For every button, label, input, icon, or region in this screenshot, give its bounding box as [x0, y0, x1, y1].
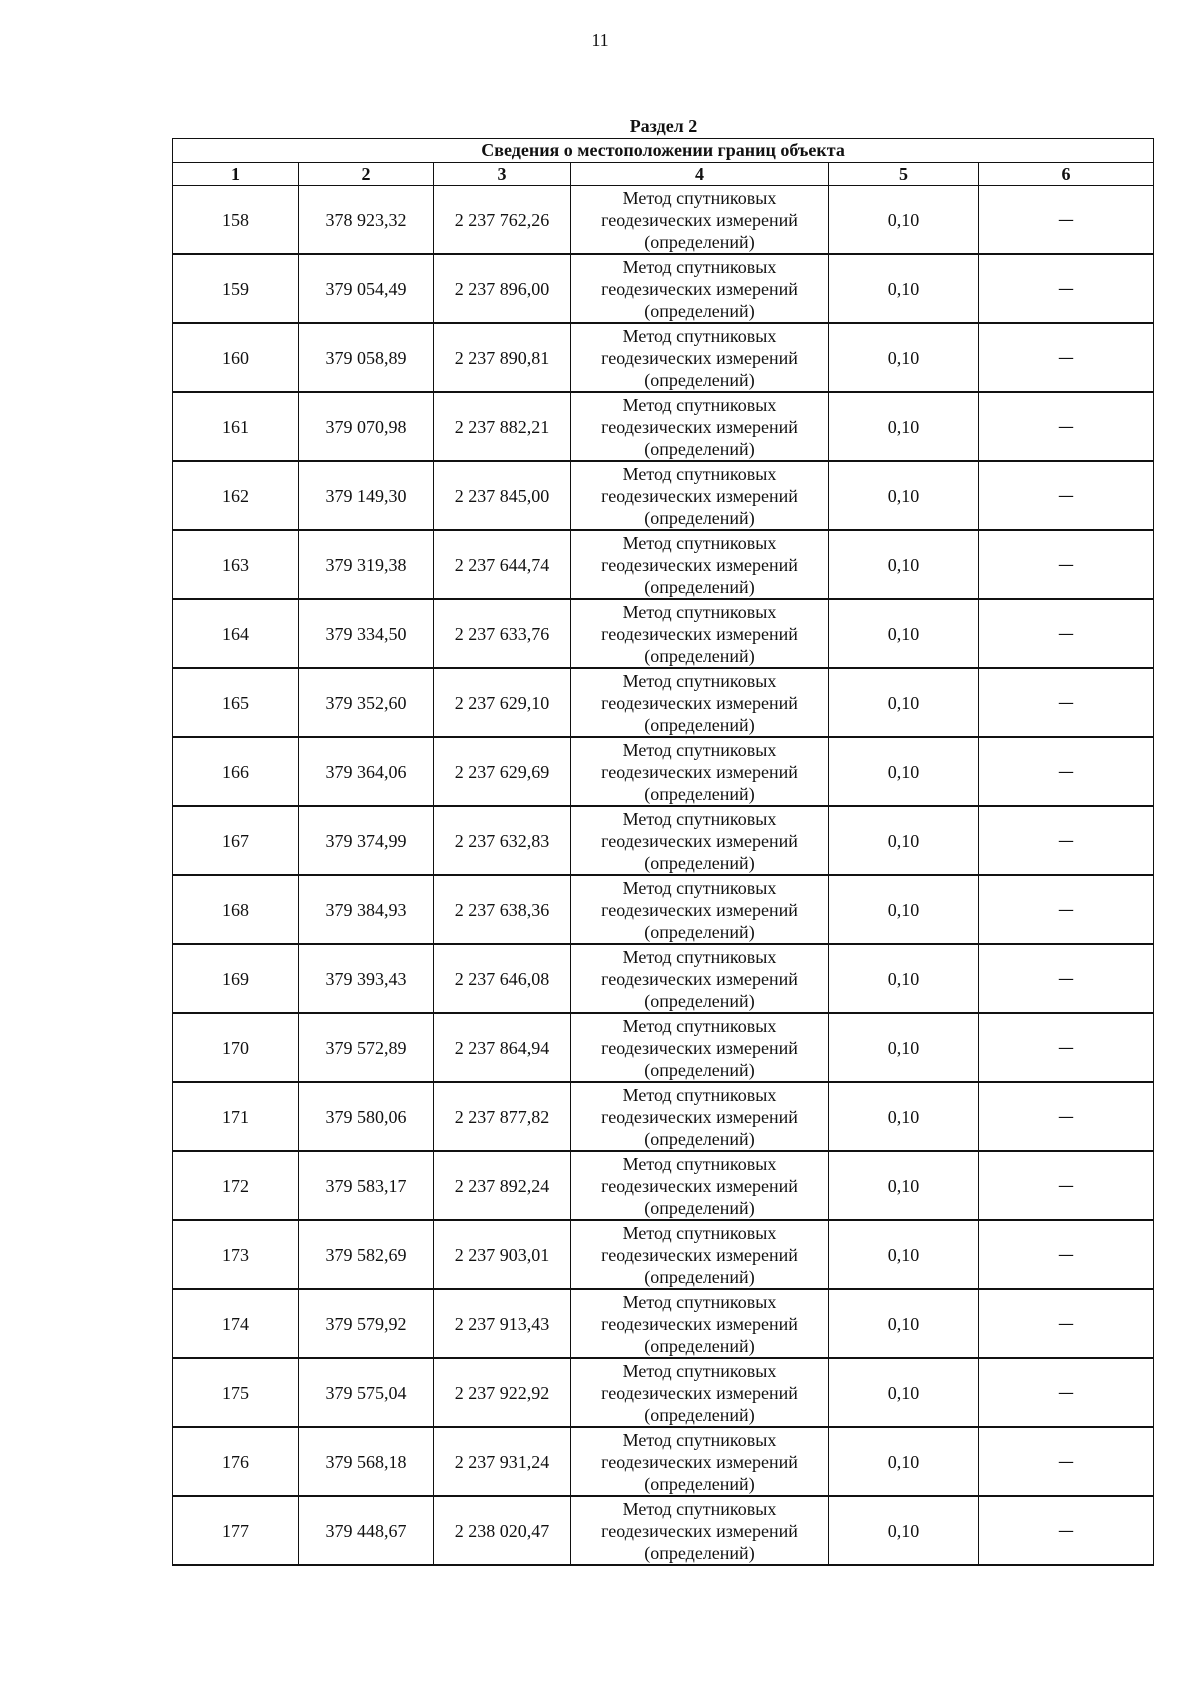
column-header: 2: [299, 163, 434, 186]
accuracy-cell: 0,10: [829, 737, 979, 806]
y-coordinate-cell: 2 237 892,24: [434, 1151, 571, 1220]
method-cell: Метод спутниковых геодезических измерений (определений): [571, 1151, 829, 1220]
method-cell: Метод спутниковых геодезических измерений (определений): [571, 1358, 829, 1427]
y-coordinate-cell: 2 237 762,26: [434, 186, 571, 255]
point-number-cell: 173: [173, 1220, 299, 1289]
y-coordinate-cell: 2 237 890,81: [434, 323, 571, 392]
table-row: [173, 1496, 1154, 1565]
point-number-cell: 160: [173, 323, 299, 392]
method-cell: Метод спутниковых геодезических измерений (определений): [571, 599, 829, 668]
table-row: [173, 737, 1154, 806]
note-cell: —: [979, 875, 1154, 944]
note-cell: —: [979, 737, 1154, 806]
method-cell: Метод спутниковых геодезических измерений (определений): [571, 737, 829, 806]
column-header: 4: [571, 163, 829, 186]
table-row: [173, 530, 1154, 599]
point-number-cell: 169: [173, 944, 299, 1013]
y-coordinate-cell: 2 237 646,08: [434, 944, 571, 1013]
method-cell: Метод спутниковых геодезических измерений (определений): [571, 323, 829, 392]
note-cell: —: [979, 806, 1154, 875]
table-row: [173, 1358, 1154, 1427]
method-cell: Метод спутниковых геодезических измерений (определений): [571, 1013, 829, 1082]
point-number-cell: 176: [173, 1427, 299, 1496]
table-row: [173, 392, 1154, 461]
x-coordinate-cell: 379 572,89: [299, 1013, 434, 1082]
x-coordinate-cell: 378 923,32: [299, 186, 434, 255]
point-number-cell: 165: [173, 668, 299, 737]
point-number-cell: 177: [173, 1496, 299, 1565]
method-cell: Метод спутниковых геодезических измерений (определений): [571, 1496, 829, 1565]
method-cell: Метод спутниковых геодезических измерений (определений): [571, 186, 829, 255]
accuracy-cell: 0,10: [829, 668, 979, 737]
x-coordinate-cell: 379 319,38: [299, 530, 434, 599]
point-number-cell: 163: [173, 530, 299, 599]
note-cell: —: [979, 1151, 1154, 1220]
accuracy-cell: 0,10: [829, 1289, 979, 1358]
table-row: [173, 875, 1154, 944]
accuracy-cell: 0,10: [829, 599, 979, 668]
y-coordinate-cell: 2 237 864,94: [434, 1013, 571, 1082]
accuracy-cell: 0,10: [829, 323, 979, 392]
x-coordinate-cell: 379 579,92: [299, 1289, 434, 1358]
x-coordinate-cell: 379 334,50: [299, 599, 434, 668]
note-cell: —: [979, 461, 1154, 530]
method-cell: Метод спутниковых геодезических измерений (определений): [571, 806, 829, 875]
accuracy-cell: 0,10: [829, 1358, 979, 1427]
x-coordinate-cell: 379 384,93: [299, 875, 434, 944]
accuracy-cell: 0,10: [829, 254, 979, 323]
y-coordinate-cell: 2 237 633,76: [434, 599, 571, 668]
x-coordinate-cell: 379 448,67: [299, 1496, 434, 1565]
note-cell: —: [979, 1427, 1154, 1496]
accuracy-cell: 0,10: [829, 806, 979, 875]
method-cell: Метод спутниковых геодезических измерений (определений): [571, 875, 829, 944]
x-coordinate-cell: 379 580,06: [299, 1082, 434, 1151]
point-number-cell: 161: [173, 392, 299, 461]
method-cell: Метод спутниковых геодезических измерений (определений): [571, 1220, 829, 1289]
point-number-cell: 171: [173, 1082, 299, 1151]
accuracy-cell: 0,10: [829, 1496, 979, 1565]
accuracy-cell: 0,10: [829, 1082, 979, 1151]
note-cell: —: [979, 599, 1154, 668]
accuracy-cell: 0,10: [829, 1427, 979, 1496]
note-cell: —: [979, 668, 1154, 737]
section-title: Раздел 2: [629, 116, 698, 136]
point-number-cell: 175: [173, 1358, 299, 1427]
method-cell: Метод спутниковых геодезических измерений (определений): [571, 1082, 829, 1151]
column-header: 3: [434, 163, 571, 186]
method-cell: Метод спутниковых геодезических измерений (определений): [571, 530, 829, 599]
method-cell: Метод спутниковых геодезических измерений (определений): [571, 944, 829, 1013]
method-cell: Метод спутниковых геодезических измерений (определений): [571, 392, 829, 461]
point-number-cell: 170: [173, 1013, 299, 1082]
method-cell: Метод спутниковых геодезических измерений (определений): [571, 254, 829, 323]
accuracy-cell: 0,10: [829, 530, 979, 599]
table-row: [173, 1013, 1154, 1082]
point-number-cell: 166: [173, 737, 299, 806]
note-cell: —: [979, 1013, 1154, 1082]
x-coordinate-cell: 379 149,30: [299, 461, 434, 530]
accuracy-cell: 0,10: [829, 186, 979, 255]
point-number-cell: 158: [173, 186, 299, 255]
x-coordinate-cell: 379 058,89: [299, 323, 434, 392]
note-cell: —: [979, 392, 1154, 461]
x-coordinate-cell: 379 582,69: [299, 1220, 434, 1289]
table-row: [173, 186, 1154, 255]
page-number: 11: [591, 30, 609, 50]
point-number-cell: 164: [173, 599, 299, 668]
point-number-cell: 172: [173, 1151, 299, 1220]
point-number-cell: 174: [173, 1289, 299, 1358]
y-coordinate-cell: 2 237 629,10: [434, 668, 571, 737]
x-coordinate-cell: 379 070,98: [299, 392, 434, 461]
x-coordinate-cell: 379 352,60: [299, 668, 434, 737]
point-number-cell: 168: [173, 875, 299, 944]
table-body: [173, 186, 1154, 1566]
x-coordinate-cell: 379 568,18: [299, 1427, 434, 1496]
note-cell: —: [979, 1358, 1154, 1427]
coordinates-table: [172, 138, 1154, 1566]
y-coordinate-cell: 2 237 629,69: [434, 737, 571, 806]
y-coordinate-cell: 2 237 882,21: [434, 392, 571, 461]
y-coordinate-cell: 2 237 913,43: [434, 1289, 571, 1358]
table-row: [173, 461, 1154, 530]
x-coordinate-cell: 379 374,99: [299, 806, 434, 875]
y-coordinate-cell: 2 237 922,92: [434, 1358, 571, 1427]
table-row: [173, 1220, 1154, 1289]
x-coordinate-cell: 379 364,06: [299, 737, 434, 806]
table-row: [173, 254, 1154, 323]
accuracy-cell: 0,10: [829, 461, 979, 530]
method-cell: Метод спутниковых геодезических измерений (определений): [571, 1289, 829, 1358]
note-cell: —: [979, 530, 1154, 599]
table-row: [173, 1151, 1154, 1220]
point-number-cell: 167: [173, 806, 299, 875]
x-coordinate-cell: 379 575,04: [299, 1358, 434, 1427]
table-row: [173, 944, 1154, 1013]
note-cell: —: [979, 186, 1154, 255]
y-coordinate-cell: 2 237 931,24: [434, 1427, 571, 1496]
accuracy-cell: 0,10: [829, 1220, 979, 1289]
x-coordinate-cell: 379 583,17: [299, 1151, 434, 1220]
method-cell: Метод спутниковых геодезических измерений (определений): [571, 461, 829, 530]
column-header: 5: [829, 163, 979, 186]
x-coordinate-cell: 379 393,43: [299, 944, 434, 1013]
point-number-cell: 162: [173, 461, 299, 530]
column-header: 6: [979, 163, 1154, 186]
accuracy-cell: 0,10: [829, 392, 979, 461]
y-coordinate-cell: 2 237 638,36: [434, 875, 571, 944]
note-cell: —: [979, 323, 1154, 392]
y-coordinate-cell: 2 237 644,74: [434, 530, 571, 599]
note-cell: —: [979, 1220, 1154, 1289]
point-number-cell: 159: [173, 254, 299, 323]
method-cell: Метод спутниковых геодезических измерений (определений): [571, 668, 829, 737]
table-caption: Сведения о местоположении границ объекта: [173, 139, 1154, 163]
column-header: 1: [173, 163, 299, 186]
note-cell: —: [979, 1082, 1154, 1151]
table-row: [173, 1427, 1154, 1496]
table-caption-row: [173, 139, 1154, 163]
note-cell: —: [979, 944, 1154, 1013]
y-coordinate-cell: 2 237 896,00: [434, 254, 571, 323]
accuracy-cell: 0,10: [829, 944, 979, 1013]
y-coordinate-cell: 2 237 903,01: [434, 1220, 571, 1289]
accuracy-cell: 0,10: [829, 875, 979, 944]
y-coordinate-cell: 2 238 020,47: [434, 1496, 571, 1565]
note-cell: —: [979, 254, 1154, 323]
y-coordinate-cell: 2 237 877,82: [434, 1082, 571, 1151]
table-row: [173, 599, 1154, 668]
x-coordinate-cell: 379 054,49: [299, 254, 434, 323]
accuracy-cell: 0,10: [829, 1013, 979, 1082]
table-row: [173, 1289, 1154, 1358]
y-coordinate-cell: 2 237 845,00: [434, 461, 571, 530]
note-cell: —: [979, 1289, 1154, 1358]
table-row: [173, 1082, 1154, 1151]
y-coordinate-cell: 2 237 632,83: [434, 806, 571, 875]
table-row: [173, 323, 1154, 392]
table-header-row: [173, 163, 1154, 186]
table-row: [173, 806, 1154, 875]
table-row: [173, 668, 1154, 737]
method-cell: Метод спутниковых геодезических измерений (определений): [571, 1427, 829, 1496]
note-cell: —: [979, 1496, 1154, 1565]
accuracy-cell: 0,10: [829, 1151, 979, 1220]
